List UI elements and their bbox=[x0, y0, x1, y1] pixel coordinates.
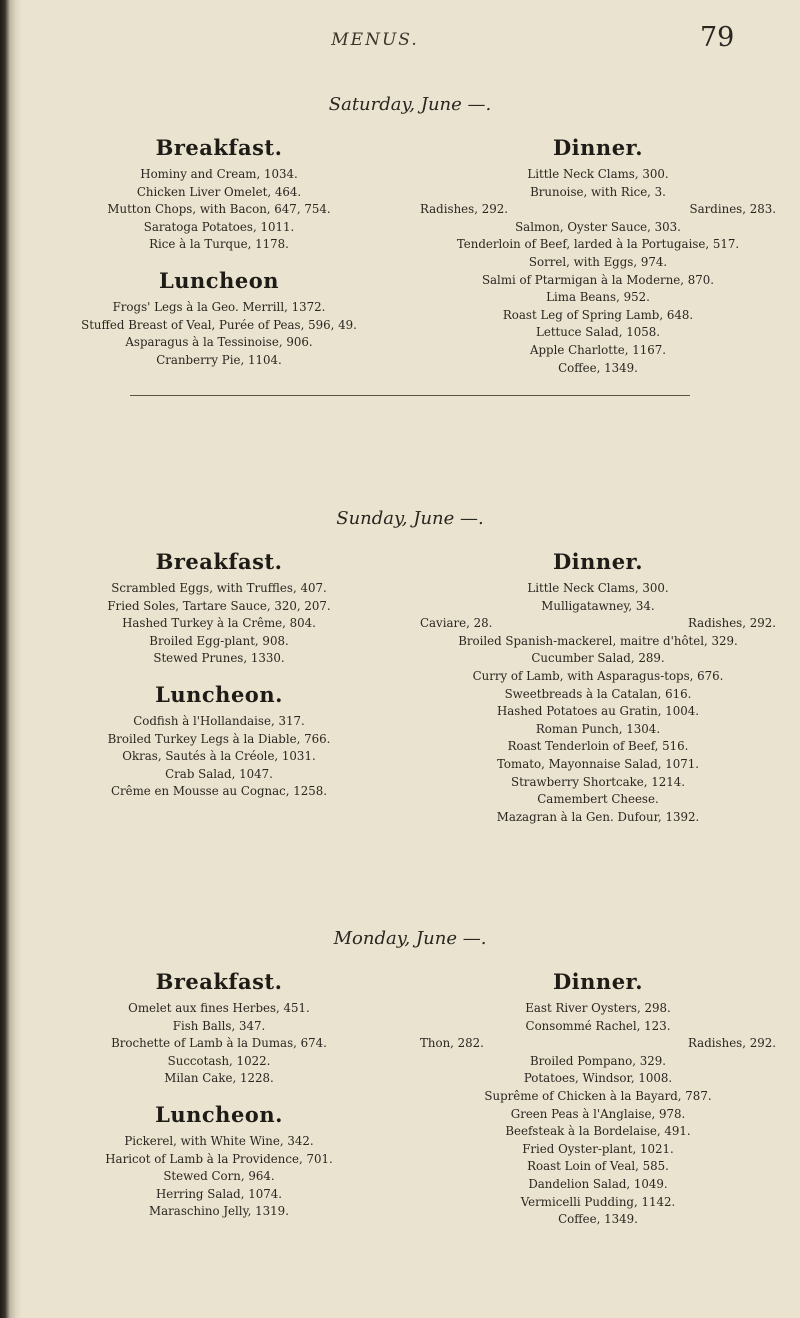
menu-item: Stewed Prunes, 1330. bbox=[153, 651, 285, 666]
menu-item: Maraschino Jelly, 1319. bbox=[149, 1204, 289, 1219]
menu-item: Sweetbreads à la Catalan, 616. bbox=[504, 686, 692, 701]
day-menu-monday bbox=[40, 928, 780, 1229]
menu-item: Frogs' Legs à la Geo. Merrill, 1372. bbox=[112, 299, 326, 314]
menu-item: Mutton Chops, with Bacon, 647, 754. bbox=[107, 202, 331, 217]
menu-item: Scrambled Eggs, with Truffles, 407. bbox=[111, 581, 327, 595]
menu-item: Broiled Egg-plant, 908. bbox=[149, 633, 289, 648]
breakfast-heading: Breakfast. bbox=[155, 135, 283, 160]
breakfast-heading: Breakfast. bbox=[155, 969, 283, 994]
dinner-column bbox=[410, 539, 780, 826]
menu-item: Codfish à l'Hollandaise, 317. bbox=[133, 713, 305, 728]
menu-item: Radishes, 292. bbox=[688, 1036, 776, 1051]
menu-item: Herring Salad, 1074. bbox=[156, 1186, 282, 1201]
breakfast-heading: Breakfast. bbox=[155, 549, 283, 574]
menu-item: Curry of Lamb, with Asparagus-tops, 676. bbox=[472, 668, 724, 683]
menu-item: Salmi of Ptarmigan à la Moderne, 870. bbox=[481, 272, 715, 287]
menu-item: Saratoga Potatoes, 1011. bbox=[143, 219, 295, 234]
menu-item-pair bbox=[416, 201, 780, 219]
breakfast-list bbox=[40, 1000, 398, 1088]
menu-item: Beefsteak à la Bordelaise, 491. bbox=[505, 1124, 691, 1139]
menu-item: Little Neck Clams, 300. bbox=[527, 581, 669, 595]
menu-item: Stuffed Breast of Veal, Purée of Peas, 596, 49. bbox=[81, 317, 357, 332]
day-title: Sunday, June —. bbox=[336, 508, 484, 529]
menu-item: Succotash, 1022. bbox=[167, 1053, 271, 1068]
menu-item: Crême en Mousse au Cognac, 1258. bbox=[110, 784, 328, 799]
menu-item: Milan Cake, 1228. bbox=[164, 1071, 274, 1086]
book-page-edge bbox=[0, 0, 22, 1318]
menu-item: Consommé Rachel, 123. bbox=[525, 1018, 671, 1033]
menu-item: Broiled Pompano, 329. bbox=[529, 1053, 667, 1068]
menu-item: Crab Salad, 1047. bbox=[165, 766, 273, 781]
running-head bbox=[0, 22, 800, 72]
menu-item: Vermicelli Pudding, 1142. bbox=[520, 1194, 676, 1209]
breakfast-luncheon-column bbox=[40, 959, 410, 1229]
menu-item: Hominy and Cream, 1034. bbox=[140, 167, 298, 181]
dinner-heading: Dinner. bbox=[552, 969, 644, 994]
dinner-heading: Dinner. bbox=[552, 549, 644, 574]
menu-item: Apple Charlotte, 1167. bbox=[529, 342, 667, 357]
menu-item: Pickerel, with White Wine, 342. bbox=[124, 1133, 314, 1148]
menu-item: Rice à la Turque, 1178. bbox=[149, 237, 289, 252]
menu-item: Coffee, 1349. bbox=[558, 360, 638, 375]
menu-item: Potatoes, Windsor, 1008. bbox=[523, 1071, 673, 1086]
menu-item: Dandelion Salad, 1049. bbox=[528, 1176, 668, 1191]
menu-item: Coffee, 1349. bbox=[558, 1212, 638, 1227]
running-title: MENUS. bbox=[331, 30, 419, 50]
day-menu-sunday bbox=[40, 508, 780, 826]
menu-item: Okras, Sautés à la Créole, 1031. bbox=[122, 749, 316, 764]
menu-item: Caviare, 28. bbox=[420, 616, 493, 631]
menu-item: Cucumber Salad, 289. bbox=[531, 651, 665, 666]
menu-item: Lettuce Salad, 1058. bbox=[536, 325, 660, 340]
dinner-column bbox=[410, 959, 780, 1229]
menu-item: Little Neck Clams, 300. bbox=[527, 167, 669, 181]
section-divider bbox=[130, 395, 690, 396]
menu-item-pair bbox=[416, 1035, 780, 1053]
menu-item: Camembert Cheese. bbox=[537, 792, 659, 807]
menu-item: Thon, 282. bbox=[420, 1036, 484, 1051]
menu-item: Broiled Turkey Legs à la Diable, 766. bbox=[107, 731, 331, 746]
menu-item: Brochette of Lamb à la Dumas, 674. bbox=[111, 1036, 327, 1051]
dinner-column bbox=[410, 125, 780, 377]
menu-item: Fried Soles, Tartare Sauce, 320, 207. bbox=[107, 598, 331, 613]
menu-item: Fried Oyster-plant, 1021. bbox=[522, 1141, 674, 1156]
breakfast-luncheon-column bbox=[40, 539, 410, 826]
breakfast-list bbox=[40, 580, 398, 668]
menu-item: Sardines, 283. bbox=[689, 202, 776, 217]
breakfast-luncheon-column bbox=[40, 125, 410, 377]
menu-item: Tomato, Mayonnaise Salad, 1071. bbox=[496, 756, 700, 771]
luncheon-list bbox=[40, 299, 398, 369]
luncheon-heading: Luncheon bbox=[159, 267, 279, 293]
menu-item: Roast Tenderloin of Beef, 516. bbox=[507, 739, 689, 754]
menu-item: Radishes, 292. bbox=[688, 616, 776, 631]
menu-item: Mazagran à la Gen. Dufour, 1392. bbox=[496, 809, 700, 824]
menu-item: Strawberry Shortcake, 1214. bbox=[510, 774, 686, 789]
dinner-list bbox=[416, 166, 780, 377]
menu-item: Mulligatawney, 34. bbox=[541, 598, 655, 613]
menu-item: Green Peas à l'Anglaise, 978. bbox=[510, 1106, 686, 1121]
menu-item: Cranberry Pie, 1104. bbox=[156, 352, 282, 367]
page-number: 79 bbox=[700, 22, 735, 53]
luncheon-heading: Luncheon. bbox=[155, 1101, 283, 1127]
luncheon-list bbox=[40, 713, 398, 801]
menu-item-pair bbox=[416, 615, 780, 633]
dinner-list bbox=[416, 580, 780, 826]
menu-item: Tenderloin of Beef, larded à la Portugaise, 517. bbox=[456, 237, 740, 252]
luncheon-list bbox=[40, 1133, 398, 1221]
dinner-heading: Dinner. bbox=[552, 135, 644, 160]
day-title: Saturday, June —. bbox=[328, 94, 492, 115]
menu-item: Roast Loin of Veal, 585. bbox=[527, 1159, 669, 1174]
day-menu-saturday bbox=[40, 94, 780, 396]
menu-item: East River Oysters, 298. bbox=[525, 1001, 671, 1015]
menu-item: Hashed Potatoes au Gratin, 1004. bbox=[496, 704, 700, 719]
menu-item: Suprême of Chicken à la Bayard, 787. bbox=[484, 1088, 712, 1103]
menu-item: Fish Balls, 347. bbox=[172, 1018, 266, 1033]
menu-item: Salmon, Oyster Sauce, 303. bbox=[515, 219, 681, 234]
menu-item: Chicken Liver Omelet, 464. bbox=[136, 184, 302, 199]
dinner-list bbox=[416, 1000, 780, 1229]
menu-item: Radishes, 292. bbox=[420, 202, 508, 217]
menu-item: Hashed Turkey à la Crême, 804. bbox=[122, 616, 316, 631]
luncheon-heading: Luncheon. bbox=[155, 681, 283, 707]
menu-item: Lima Beans, 952. bbox=[546, 290, 650, 305]
breakfast-list bbox=[40, 166, 398, 254]
menu-item: Asparagus à la Tessinoise, 906. bbox=[125, 335, 313, 350]
menu-item: Roast Leg of Spring Lamb, 648. bbox=[502, 307, 694, 322]
day-title: Monday, June —. bbox=[333, 928, 487, 949]
menu-item: Sorrel, with Eggs, 974. bbox=[528, 254, 668, 269]
menu-item: Brunoise, with Rice, 3. bbox=[530, 184, 666, 199]
menu-item: Broiled Spanish-mackerel, maitre d'hôtel, 329. bbox=[458, 633, 738, 648]
menu-item: Stewed Corn, 964. bbox=[163, 1169, 275, 1184]
menu-item: Omelet aux fines Herbes, 451. bbox=[128, 1001, 310, 1015]
menu-item: Roman Punch, 1304. bbox=[535, 721, 661, 736]
menu-item: Haricot of Lamb à la Providence, 701. bbox=[105, 1151, 333, 1166]
